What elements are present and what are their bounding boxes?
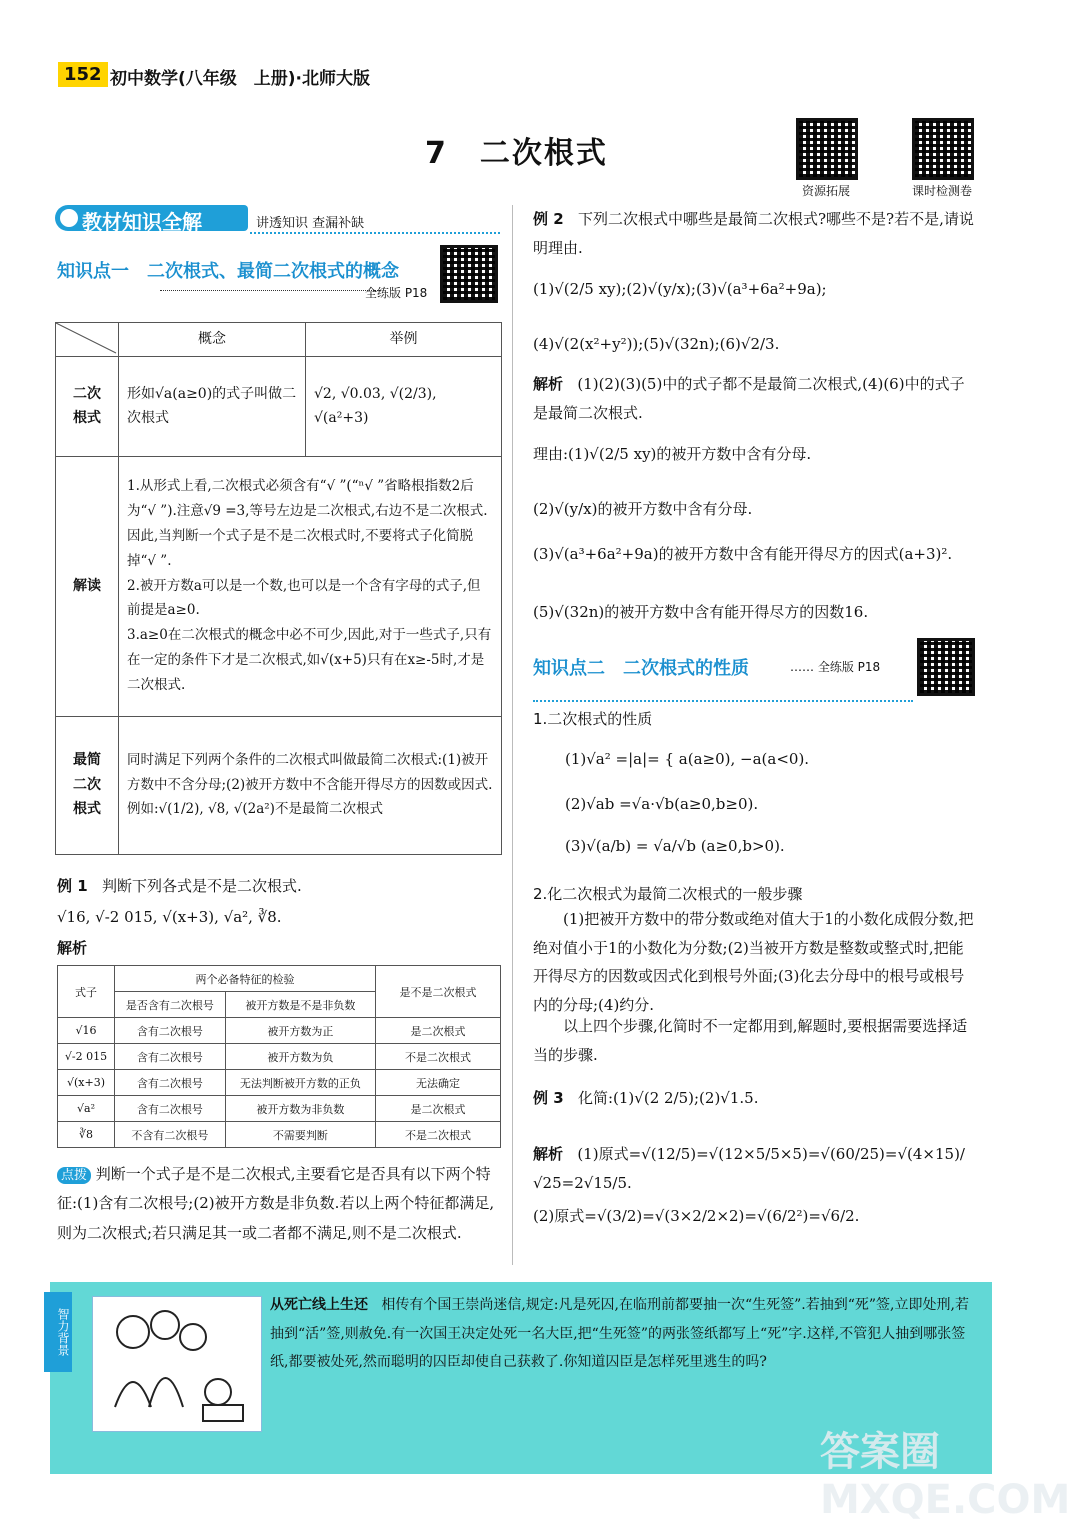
table-paragraph: 3.a≥0在二次根式的概念中必不可少,因此,对于一些式子,只有在一定的条件下才是二次根式,如√(x+5)只有在x≥-5时,才是二次根式. [127, 627, 492, 694]
qr-code-icon[interactable] [912, 118, 974, 180]
knowledge-point-1-ref: 全练版 P18 [365, 286, 428, 300]
analysis-line: (3)√(a³+6a²+9a)的被开方数中含有能开得尽方的因式(a+3)². [533, 545, 953, 563]
analysis-line: (5)√(32n)的被开方数中含有能开得尽方的因数16. [533, 603, 869, 621]
example-3-solution-1 [533, 1140, 978, 1197]
table-row [58, 1044, 501, 1070]
book-icon [60, 209, 78, 227]
example-label: 例 1 [57, 877, 88, 895]
table-cell: √a² [58, 1096, 115, 1122]
row-head: 最简 二次 根式 [56, 716, 119, 854]
diagonal-line-icon [56, 323, 116, 353]
example-2-items-line-1: (1)√(2/5 xy);(2)√(y/x);(3)√(a³+6a²+9a); [533, 280, 827, 298]
example-2-items-line-2: (4)√(2(x²+y²));(5)√(32n);(6)√2/3. [533, 335, 780, 353]
table-cell: 形如√a(a≥0)的式子叫做二次根式 [119, 356, 306, 456]
table-header: 式子 [58, 966, 115, 1018]
section-banner-title: 教材知识全解 [82, 210, 202, 234]
hint-badge: 点拨 [57, 1167, 91, 1184]
page-number: 152 [58, 62, 108, 87]
story-body: 相传有个国王崇尚迷信,规定:凡是死囚,在临刑前都要抽一次“生死签”.若抽到“死”签,立即处刑,若抽到“活”签,则赦免.有一次国王决定处死一名大臣,把“生死签”的两张签纸都写上“死”字.这样,不管犯人抽到哪张签纸,都要被处死,然而聪明的囚臣却使自己获救了.你知道囚臣是怎样死里逃生的吗? [270, 1297, 969, 1371]
hint-block [57, 1160, 502, 1248]
property-3: (3)√(a/b) = √a/√b (a≥0,b>0). [565, 837, 785, 855]
property-1: (1)√a² =|a|= { a(a≥0), −a(a<0). [565, 750, 810, 768]
example-1 [57, 872, 507, 901]
table-paragraph: 例如:√(1/2), √8, √(2a²)不是最简二次根式 [127, 801, 383, 818]
example-question: 判断下列各式是不是二次根式. [101, 877, 302, 895]
table-header: 概念 [119, 323, 306, 357]
example-2 [533, 205, 978, 262]
section-banner-subtitle: 讲透知识 查漏补缺 [256, 216, 365, 231]
table-header: 是否含有二次根号 [115, 992, 226, 1018]
analysis-label: 解析 [533, 1145, 564, 1163]
table-row [58, 1122, 501, 1148]
analysis-2-intro [533, 370, 978, 427]
table-cell: 含有二次根号 [115, 1018, 226, 1044]
analysis-line: (1)(2)(3)(5)中的式子都不是最简二次根式,(4)(6)中的式子是最简二次根式. [533, 375, 965, 422]
row-head: 二次 根式 [56, 356, 119, 456]
analysis-table [57, 965, 501, 1148]
chapter-title: 7 二次根式 [425, 136, 608, 171]
dotted-leader [160, 290, 380, 291]
table-cell: 含有二次根号 [115, 1044, 226, 1070]
table-cell: 不含有二次根号 [115, 1122, 226, 1148]
example-label: 例 2 [533, 210, 564, 228]
table-cell: 不是二次根式 [376, 1122, 501, 1148]
analysis-label: 解析 [57, 939, 88, 957]
knowledge-point-2-title: 知识点二 二次根式的性质 [533, 658, 749, 679]
people-icon [93, 1297, 261, 1431]
analysis-line: 理由:(1)√(2/5 xy)的被开方数中含有分母. [533, 445, 812, 463]
analysis-label: 解析 [533, 375, 564, 393]
example-label: 例 3 [533, 1089, 564, 1107]
steps-heading: 2.化二次根式为最简二次根式的一般步骤 [533, 885, 803, 903]
table-cell: 含有二次根号 [115, 1096, 226, 1122]
example-1-expressions: √16, √-2 015, √(x+3), √a², ∛8. [57, 908, 282, 926]
table-cell: 不需要判断 [225, 1122, 375, 1148]
row-head: 解读 [56, 456, 119, 716]
steps-paragraph-1: (1)把被开方数中的带分数或绝对值大于1的小数化成假分数,把绝对值小于1的小数化为分数;(2)当被开方数是整数或整式时,把能开得尽方的因数或因式化到根号外面;(3)化去分母中的根号或根号内的分母;(4)约分. [533, 910, 974, 1014]
table-row [58, 1096, 501, 1122]
qr-label: 资源拓展 [801, 184, 850, 198]
table-cell: 被开方数为正 [225, 1018, 375, 1044]
table-corner [56, 323, 119, 357]
table-cell: √16 [58, 1018, 115, 1044]
table-cell: 被开方数为负 [225, 1044, 375, 1070]
table-header: 是不是二次根式 [376, 966, 501, 1018]
story-text-block [270, 1291, 975, 1377]
table-cell: √2, √0.03, √(2/3), √(a²+3) [306, 356, 502, 456]
solution-text: (1)原式=√(12/5)=√(12×5/5×5)=√(60/25)=√(4×15)/√25=2√15/5. [533, 1145, 965, 1192]
table-row [58, 1070, 501, 1096]
book-title: 初中数学(八年级 上册)·北师大版 [110, 69, 370, 89]
table-cell: 被开方数为非负数 [225, 1096, 375, 1122]
qr-code-icon[interactable] [440, 245, 498, 303]
table-paragraph: 1.从形式上看,二次根式必须含有“√ ”(“ⁿ√ ”省略根指数2后为“√ ”).注意√9 =3,等号左边是二次根式,右边不是二次根式.因此,当判断一个式子是不是二次根式时,不要将式子化简脱掉“√ ”. [127, 477, 488, 569]
table-cell: 是二次根式 [376, 1018, 501, 1044]
table-cell: √-2 015 [58, 1044, 115, 1070]
table-cell: 是二次根式 [376, 1096, 501, 1122]
table-cell: 含有二次根号 [115, 1070, 226, 1096]
table-header: 举例 [306, 323, 502, 357]
example-question: 化简:(1)√(2 2/5);(2)√1.5. [577, 1089, 759, 1107]
watermark: 答案圈 MXQE.COM [820, 1429, 1070, 1523]
story-title: 从死亡线上生还 [270, 1297, 368, 1313]
divider [533, 700, 913, 702]
table-header: 被开方数是不是非负数 [225, 992, 375, 1018]
qr-label: 课时检测卷 [911, 184, 972, 198]
example-3-solution-2: (2)原式=√(3/2)=√(3×2/2×2)=√(6/2²)=√6/2. [533, 1207, 860, 1225]
table-cell: 不是二次根式 [376, 1044, 501, 1070]
properties-heading: 1.二次根式的性质 [533, 710, 653, 728]
example-question: 下列二次根式中哪些是最简二次根式?哪些不是?若不是,请说明理由. [533, 210, 974, 257]
table-cell: 无法判断被开方数的正负 [225, 1070, 375, 1096]
table-paragraph: 2.被开方数a可以是一个数,也可以是一个含有字母的式子,但前提是a≥0. [127, 577, 481, 619]
table-cell: √(x+3) [58, 1070, 115, 1096]
concept-table [55, 322, 502, 855]
story-tab: 智力背景 [44, 1292, 72, 1372]
table-paragraph: 同时满足下列两个条件的二次根式叫做最简二次根式:(1)被开方数中不含分母;(2)被开方数中不含能开得尽方的因数或因式. [127, 751, 493, 793]
divider [250, 232, 500, 234]
column-divider [512, 205, 513, 1265]
property-2: (2)√ab =√a·√b(a≥0,b≥0). [565, 795, 759, 813]
cartoon-illustration [92, 1296, 262, 1432]
hint-text: 判断一个式子是不是二次根式,主要看它是否具有以下两个特征:(1)含有二次根号;(2)被开方数是非负数.若以上两个特征都满足,则为二次根式;若只满足其一或二者都不满足,则不是二次根式. [57, 1165, 495, 1242]
table-cell: ∛8 [58, 1122, 115, 1148]
qr-code-icon[interactable] [917, 638, 975, 696]
table-row [58, 1018, 501, 1044]
qr-code-icon[interactable] [796, 118, 858, 180]
table-header: 两个必备特征的检验 [115, 966, 376, 992]
example-3 [533, 1084, 978, 1113]
analysis-line: (2)√(y/x)的被开方数中含有分母. [533, 500, 753, 518]
knowledge-point-2-ref: …… 全练版 P18 [790, 660, 881, 674]
knowledge-point-1-title: 知识点一 二次根式、最简二次根式的概念 [57, 261, 399, 282]
steps-paragraph-2: 以上四个步骤,化简时不一定都用到,解题时,要根据需要选择适当的步骤. [533, 1017, 968, 1064]
table-cell: 无法确定 [376, 1070, 501, 1096]
